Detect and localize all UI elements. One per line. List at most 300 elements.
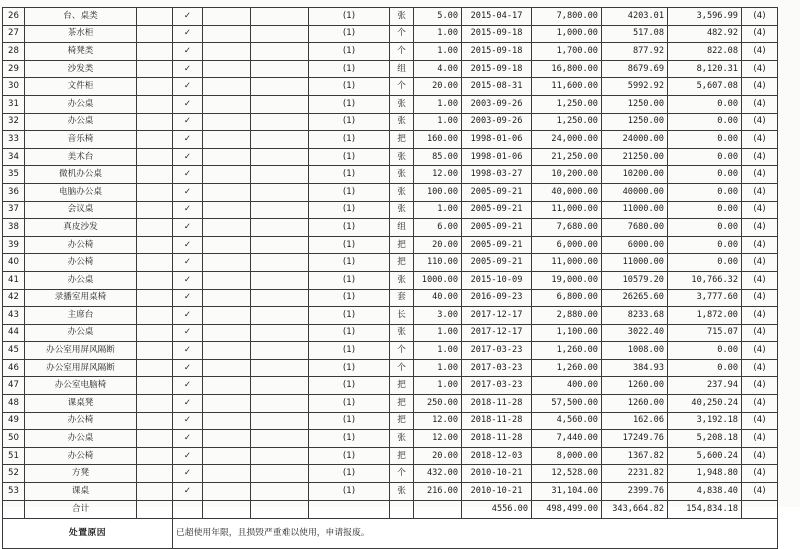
category-mark: (1)	[309, 289, 390, 307]
unit: 个	[390, 465, 414, 483]
accumulated-depreciation: 1260.00	[602, 395, 668, 413]
acquire-date: 2015-09-18	[462, 25, 532, 43]
disposal-code: (4)	[742, 131, 778, 149]
disposal-code: (4)	[742, 395, 778, 413]
disposal-code: (4)	[742, 324, 778, 342]
accumulated-depreciation: 6000.00	[602, 236, 668, 254]
blank-cell	[251, 219, 309, 237]
disposal-code: (4)	[742, 8, 778, 26]
acquire-date: 2015-10-09	[462, 271, 532, 289]
item-name: 课桌凳	[25, 395, 137, 413]
blank-cell	[137, 113, 173, 131]
table-row	[3, 254, 778, 272]
blank-cell	[137, 430, 173, 448]
check-mark: ✓	[173, 201, 203, 219]
unit: 张	[390, 183, 414, 201]
blank-cell	[251, 271, 309, 289]
accumulated-depreciation: 1367.82	[602, 447, 668, 465]
unit: 把	[390, 412, 414, 430]
disposal-code: (4)	[742, 289, 778, 307]
category-mark: (1)	[309, 183, 390, 201]
item-name: 办公椅	[25, 254, 137, 272]
original-value: 7,440.00	[532, 430, 602, 448]
acquire-date: 2017-03-23	[462, 377, 532, 395]
item-name: 办公椅	[25, 236, 137, 254]
blank-cell	[137, 148, 173, 166]
original-value: 40,000.00	[532, 183, 602, 201]
original-value: 12,528.00	[532, 465, 602, 483]
row-number: 29	[3, 60, 25, 78]
original-value: 1,250.00	[532, 95, 602, 113]
item-name: 办公室电脑椅	[25, 377, 137, 395]
acquire-date: 2017-12-17	[462, 324, 532, 342]
net-value: 482.92	[668, 25, 742, 43]
table-row	[3, 465, 778, 483]
unit: 把	[390, 395, 414, 413]
row-number: 34	[3, 148, 25, 166]
net-value: 0.00	[668, 166, 742, 184]
blank-cell	[137, 412, 173, 430]
item-name: 台、桌类	[25, 8, 137, 26]
acquire-date: 2016-09-23	[462, 289, 532, 307]
acquire-date: 2010-10-21	[462, 465, 532, 483]
blank-cell	[137, 183, 173, 201]
blank-cell	[137, 8, 173, 26]
accumulated-depreciation: 5992.92	[602, 78, 668, 96]
blank-cell	[251, 483, 309, 501]
disposal-code: (4)	[742, 377, 778, 395]
acquire-date: 2003-09-26	[462, 95, 532, 113]
check-mark: ✓	[173, 289, 203, 307]
category-mark: (1)	[309, 395, 390, 413]
net-value: 715.07	[668, 324, 742, 342]
category-mark: (1)	[309, 377, 390, 395]
item-name: 办公椅	[25, 412, 137, 430]
net-value: 4,838.40	[668, 483, 742, 501]
check-mark: ✓	[173, 359, 203, 377]
quantity: 1.00	[414, 113, 462, 131]
original-value: 6,800.00	[532, 289, 602, 307]
asset-rows	[3, 8, 778, 501]
blank-cell	[137, 307, 173, 325]
table-row	[3, 307, 778, 325]
category-mark: (1)	[309, 201, 390, 219]
accumulated-depreciation: 162.06	[602, 412, 668, 430]
acquire-date: 2017-12-17	[462, 307, 532, 325]
item-name: 美术台	[25, 148, 137, 166]
blank-cell	[203, 131, 251, 149]
quantity: 1.00	[414, 324, 462, 342]
disposal-reason-text: 已超使用年限，且损毁严重难以使用，申请报废。	[173, 518, 778, 548]
accumulated-depreciation: 26265.60	[602, 289, 668, 307]
row-number: 30	[3, 78, 25, 96]
row-number: 39	[3, 236, 25, 254]
category-mark: (1)	[309, 359, 390, 377]
acquire-date: 2018-12-03	[462, 447, 532, 465]
blank-cell	[137, 447, 173, 465]
accumulated-depreciation: 21250.00	[602, 148, 668, 166]
unit: 个	[390, 25, 414, 43]
net-value: 1,872.00	[668, 307, 742, 325]
net-value: 3,596.99	[668, 8, 742, 26]
check-mark: ✓	[173, 307, 203, 325]
original-value: 7,800.00	[532, 8, 602, 26]
blank-cell	[137, 324, 173, 342]
disposal-reason-label: 处置原因	[3, 518, 173, 548]
net-value: 0.00	[668, 183, 742, 201]
check-mark: ✓	[173, 447, 203, 465]
blank-cell	[203, 219, 251, 237]
quantity: 12.00	[414, 412, 462, 430]
blank-cell	[251, 148, 309, 166]
check-mark: ✓	[173, 430, 203, 448]
item-name: 主席台	[25, 307, 137, 325]
disposal-code: (4)	[742, 201, 778, 219]
original-value: 8,000.00	[532, 447, 602, 465]
quantity: 20.00	[414, 236, 462, 254]
item-name: 办公室用屏风隔断	[25, 359, 137, 377]
quantity: 110.00	[414, 254, 462, 272]
acquire-date: 2017-03-23	[462, 342, 532, 360]
table-row	[3, 95, 778, 113]
original-value: 1,260.00	[532, 359, 602, 377]
table-row	[3, 113, 778, 131]
acquire-date: 1998-03-27	[462, 166, 532, 184]
original-value: 10,200.00	[532, 166, 602, 184]
item-name: 办公桌	[25, 95, 137, 113]
acquire-date: 2015-04-17	[462, 8, 532, 26]
acquire-date: 2005-09-21	[462, 201, 532, 219]
unit: 张	[390, 148, 414, 166]
check-mark: ✓	[173, 377, 203, 395]
blank-cell	[203, 60, 251, 78]
category-mark: (1)	[309, 483, 390, 501]
category-mark: (1)	[309, 43, 390, 61]
item-name: 沙发类	[25, 60, 137, 78]
item-name: 办公室用屏风隔断	[25, 342, 137, 360]
table-row	[3, 43, 778, 61]
blank-cell	[251, 95, 309, 113]
blank-cell	[203, 324, 251, 342]
row-number: 43	[3, 307, 25, 325]
blank-cell	[203, 359, 251, 377]
blank-cell	[203, 307, 251, 325]
accumulated-depreciation: 3022.40	[602, 324, 668, 342]
blank-cell	[137, 271, 173, 289]
disposal-code: (4)	[742, 447, 778, 465]
unit: 组	[390, 219, 414, 237]
category-mark: (1)	[309, 412, 390, 430]
accumulated-depreciation: 2399.76	[602, 483, 668, 501]
unit: 张	[390, 166, 414, 184]
original-value: 7,680.00	[532, 219, 602, 237]
total-accumulated: 343,664.82	[602, 500, 668, 518]
check-mark: ✓	[173, 183, 203, 201]
original-value: 1,250.00	[532, 113, 602, 131]
acquire-date: 2010-10-21	[462, 483, 532, 501]
unit: 张	[390, 483, 414, 501]
table-row	[3, 395, 778, 413]
check-mark: ✓	[173, 342, 203, 360]
check-mark: ✓	[173, 465, 203, 483]
acquire-date: 2017-03-23	[462, 359, 532, 377]
total-original-value: 498,499.00	[532, 500, 602, 518]
quantity: 1.00	[414, 201, 462, 219]
disposal-code: (4)	[742, 166, 778, 184]
blank-cell	[203, 483, 251, 501]
row-number: 32	[3, 113, 25, 131]
blank-cell	[137, 342, 173, 360]
unit: 张	[390, 8, 414, 26]
blank-cell	[251, 8, 309, 26]
blank-cell	[203, 148, 251, 166]
check-mark: ✓	[173, 395, 203, 413]
check-mark: ✓	[173, 236, 203, 254]
unit: 个	[390, 342, 414, 360]
category-mark: (1)	[309, 342, 390, 360]
row-number: 47	[3, 377, 25, 395]
total-row	[3, 500, 778, 518]
item-name: 办公桌	[25, 113, 137, 131]
check-mark: ✓	[173, 148, 203, 166]
net-value: 0.00	[668, 219, 742, 237]
item-name: 会议桌	[25, 201, 137, 219]
blank-cell	[251, 465, 309, 483]
category-mark: (1)	[309, 131, 390, 149]
blank-cell	[137, 219, 173, 237]
acquire-date: 2015-09-18	[462, 43, 532, 61]
original-value: 31,104.00	[532, 483, 602, 501]
net-value: 0.00	[668, 201, 742, 219]
check-mark: ✓	[173, 271, 203, 289]
blank-cell	[203, 395, 251, 413]
row-number: 28	[3, 43, 25, 61]
row-number: 36	[3, 183, 25, 201]
table-row	[3, 60, 778, 78]
original-value: 400.00	[532, 377, 602, 395]
blank-cell	[137, 25, 173, 43]
table-row	[3, 359, 778, 377]
quantity: 1.00	[414, 342, 462, 360]
original-value: 1,000.00	[532, 25, 602, 43]
quantity: 432.00	[414, 465, 462, 483]
disposal-code: (4)	[742, 412, 778, 430]
check-mark: ✓	[173, 483, 203, 501]
blank-cell	[203, 254, 251, 272]
table-row	[3, 166, 778, 184]
accumulated-depreciation: 8679.69	[602, 60, 668, 78]
blank-cell	[251, 254, 309, 272]
quantity: 85.00	[414, 148, 462, 166]
disposal-code: (4)	[742, 465, 778, 483]
accumulated-depreciation: 10200.00	[602, 166, 668, 184]
total-net-value: 154,834.18	[668, 500, 742, 518]
table-row	[3, 271, 778, 289]
unit: 把	[390, 254, 414, 272]
item-name: 微机办公桌	[25, 166, 137, 184]
blank-cell	[251, 201, 309, 219]
table-row	[3, 148, 778, 166]
category-mark: (1)	[309, 271, 390, 289]
row-number: 31	[3, 95, 25, 113]
category-mark: (1)	[309, 113, 390, 131]
blank-cell	[203, 271, 251, 289]
blank-cell	[203, 183, 251, 201]
blank-cell	[251, 183, 309, 201]
blank-cell	[251, 289, 309, 307]
quantity: 4.00	[414, 60, 462, 78]
row-number: 41	[3, 271, 25, 289]
row-number: 26	[3, 8, 25, 26]
quantity: 12.00	[414, 430, 462, 448]
net-value: 5,600.24	[668, 447, 742, 465]
blank-cell	[203, 166, 251, 184]
blank-cell	[203, 78, 251, 96]
net-value: 3,777.60	[668, 289, 742, 307]
acquire-date: 2005-09-21	[462, 236, 532, 254]
accumulated-depreciation: 2231.82	[602, 465, 668, 483]
original-value: 11,000.00	[532, 254, 602, 272]
table-row	[3, 377, 778, 395]
accumulated-depreciation: 4203.01	[602, 8, 668, 26]
check-mark: ✓	[173, 25, 203, 43]
blank-cell	[137, 95, 173, 113]
blank-cell	[137, 289, 173, 307]
quantity: 12.00	[414, 166, 462, 184]
category-mark: (1)	[309, 8, 390, 26]
net-value: 0.00	[668, 342, 742, 360]
check-mark: ✓	[173, 95, 203, 113]
blank-cell	[137, 395, 173, 413]
blank-cell	[203, 43, 251, 61]
category-mark: (1)	[309, 254, 390, 272]
unit: 张	[390, 95, 414, 113]
disposal-code: (4)	[742, 78, 778, 96]
table-row	[3, 342, 778, 360]
acquire-date: 2018-11-28	[462, 430, 532, 448]
blank-cell	[203, 412, 251, 430]
row-number: 40	[3, 254, 25, 272]
check-mark: ✓	[173, 219, 203, 237]
blank-cell	[203, 25, 251, 43]
check-mark: ✓	[173, 60, 203, 78]
disposal-reason-row	[3, 518, 778, 548]
unit: 把	[390, 377, 414, 395]
unit: 张	[390, 324, 414, 342]
unit: 个	[390, 43, 414, 61]
acquire-date: 2015-09-18	[462, 60, 532, 78]
item-name: 电脑办公桌	[25, 183, 137, 201]
category-mark: (1)	[309, 430, 390, 448]
table-row	[3, 324, 778, 342]
check-mark: ✓	[173, 324, 203, 342]
disposal-code: (4)	[742, 236, 778, 254]
accumulated-depreciation: 384.93	[602, 359, 668, 377]
net-value: 0.00	[668, 95, 742, 113]
blank-cell	[137, 43, 173, 61]
table-row	[3, 412, 778, 430]
accumulated-depreciation: 1250.00	[602, 113, 668, 131]
quantity: 5.00	[414, 8, 462, 26]
disposal-code: (4)	[742, 359, 778, 377]
quantity: 216.00	[414, 483, 462, 501]
acquire-date: 2003-09-26	[462, 113, 532, 131]
unit: 套	[390, 289, 414, 307]
net-value: 3,192.18	[668, 412, 742, 430]
item-name: 音乐椅	[25, 131, 137, 149]
check-mark: ✓	[173, 43, 203, 61]
blank-cell	[203, 430, 251, 448]
blank-cell	[251, 166, 309, 184]
blank-cell	[137, 377, 173, 395]
quantity: 100.00	[414, 183, 462, 201]
category-mark: (1)	[309, 25, 390, 43]
blank-cell	[251, 236, 309, 254]
row-number: 53	[3, 483, 25, 501]
total-no-cell	[3, 500, 25, 518]
blank-cell	[251, 412, 309, 430]
item-name: 办公桌	[25, 430, 137, 448]
total-label: 合计	[25, 500, 137, 518]
blank-cell	[251, 60, 309, 78]
blank-cell	[251, 307, 309, 325]
net-value: 5,208.18	[668, 430, 742, 448]
acquire-date: 2018-11-28	[462, 395, 532, 413]
accumulated-depreciation: 7680.00	[602, 219, 668, 237]
net-value: 237.94	[668, 377, 742, 395]
net-value: 8,120.31	[668, 60, 742, 78]
table-row	[3, 289, 778, 307]
net-value: 1,948.80	[668, 465, 742, 483]
blank-cell	[251, 78, 309, 96]
blank-cell	[137, 201, 173, 219]
acquire-date: 2005-09-21	[462, 254, 532, 272]
blank-cell	[137, 131, 173, 149]
disposal-code: (4)	[742, 183, 778, 201]
table-row	[3, 183, 778, 201]
check-mark: ✓	[173, 113, 203, 131]
item-name: 办公桌	[25, 271, 137, 289]
acquire-date: 2018-11-28	[462, 412, 532, 430]
table-row	[3, 201, 778, 219]
disposal-code: (4)	[742, 113, 778, 131]
category-mark: (1)	[309, 78, 390, 96]
disposal-code: (4)	[742, 430, 778, 448]
blank-cell	[203, 201, 251, 219]
item-name: 文件柜	[25, 78, 137, 96]
item-name: 办公椅	[25, 447, 137, 465]
row-number: 48	[3, 395, 25, 413]
blank-cell	[137, 236, 173, 254]
net-value: 40,250.24	[668, 395, 742, 413]
row-number: 42	[3, 289, 25, 307]
disposal-code: (4)	[742, 483, 778, 501]
quantity: 3.00	[414, 307, 462, 325]
acquire-date: 2005-09-21	[462, 219, 532, 237]
blank-cell	[203, 95, 251, 113]
accumulated-depreciation: 517.08	[602, 25, 668, 43]
row-number: 45	[3, 342, 25, 360]
accumulated-depreciation: 40000.00	[602, 183, 668, 201]
disposal-code: (4)	[742, 25, 778, 43]
unit: 张	[390, 430, 414, 448]
table-row	[3, 8, 778, 26]
original-value: 21,250.00	[532, 148, 602, 166]
disposal-code: (4)	[742, 307, 778, 325]
accumulated-depreciation: 1250.00	[602, 95, 668, 113]
original-value: 1,700.00	[532, 43, 602, 61]
unit: 个	[390, 78, 414, 96]
